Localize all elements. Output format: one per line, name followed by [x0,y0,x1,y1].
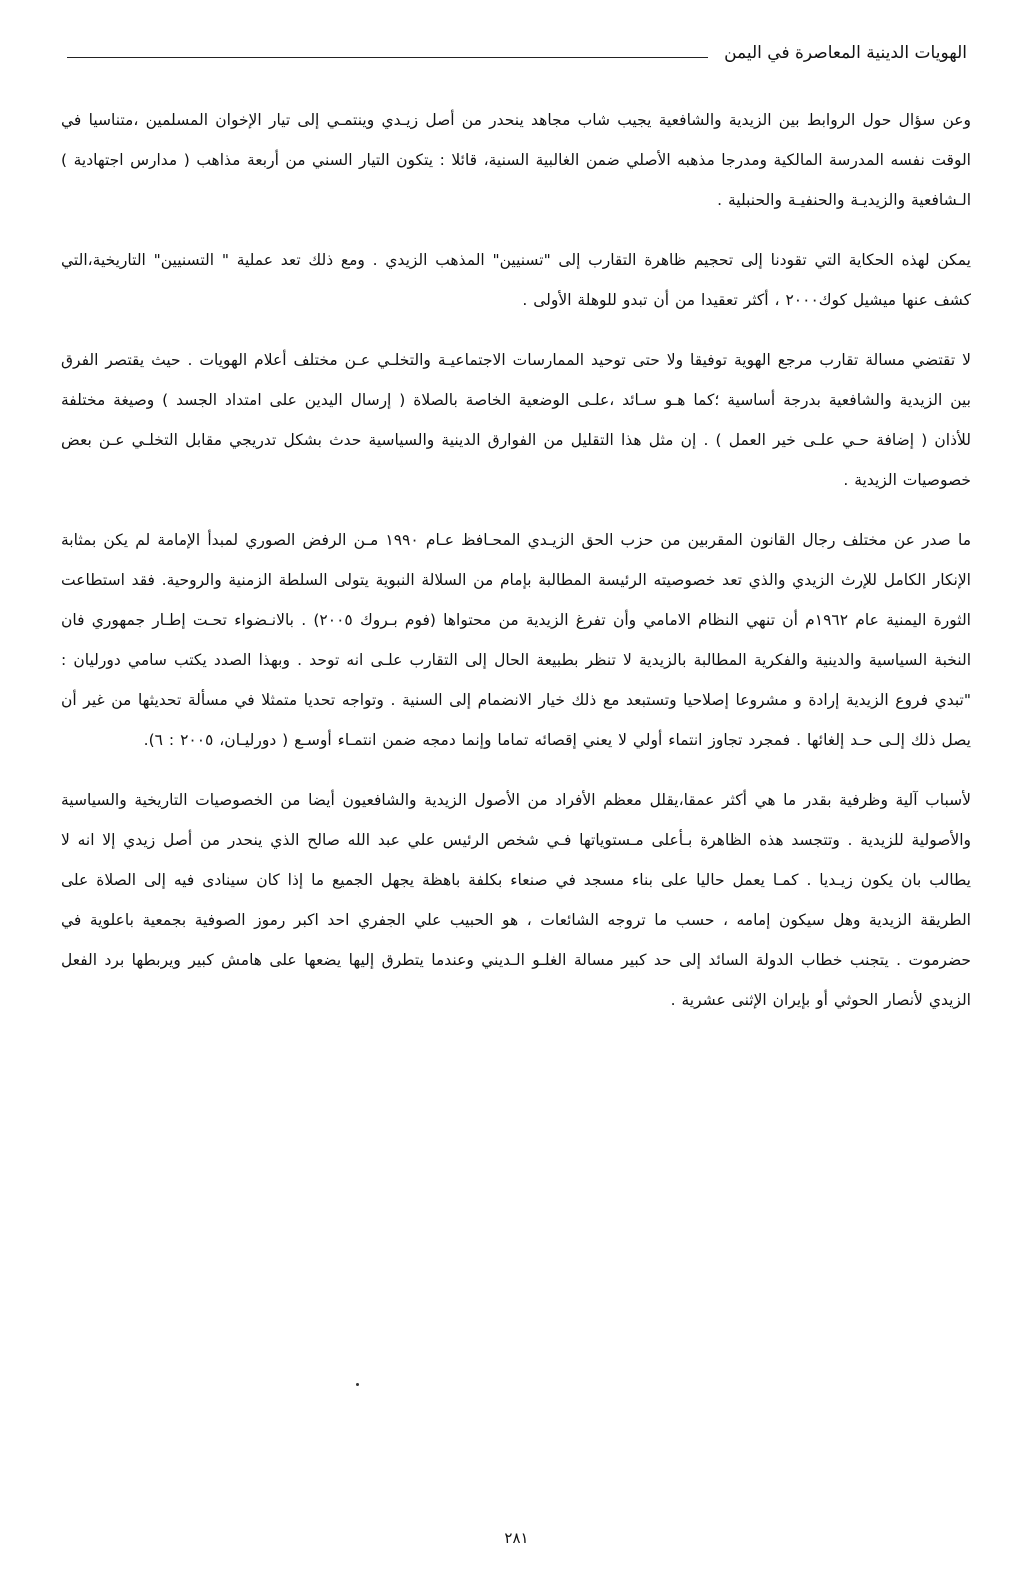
running-header [67,34,967,64]
paragraph-2: يمكن لهذه الحكاية التي تقودنا إلى تحجيم ظاهرة التقارب إلى "تسنيين" المذهب الزيدي . ومع ذلك تعد عملية " التسنيين" التاريخية،التي كشف عنها ميشيل كوك٢٠٠٠ ، أكثر تعقيدا من أن تبدو للوهلة الأولى . [61,251,971,309]
body-text [61,100,971,1040]
header-title: الهويات الدينية المعاصرة في اليمن [724,43,967,63]
page-number: ٢٨١ [504,1529,529,1547]
paragraph-3: لا تقتضي مسالة تقارب مرجع الهوية توفيقا ولا حتى توحيد الممارسات الاجتماعيـة والتخلـي عـن مختلف أعلام الهويات . حيث يقتصر الفرق بين الزيدية والشافعية بدرجة أساسية ؛كما هـو سـائد ،علـى الوضعية الخاصة بالصلاة ( إرسال اليدين على امتداد الجسد ) وصيغة مختلفة للأذان ( إضافة حـي علـى خير العمل ) . إن مثل هذا التقليل من الفوارق الدينية والسياسية حدث بشكل تدريجي مقابل التخلـي عـن بعض خصوصيات الزيدية . [61,351,971,489]
paragraph-5: لأسباب آلية وظرفية بقدر ما هي أكثر عمقا،يقلل معظم الأفراد من الأصول الزيدية والشافعيون أيضا من الخصوصيات التاريخية والسياسية والأصولية للزيدية . وتتجسد هذه الظاهرة بـأعلى مـستوياتها فـي شخص الرئيس علي عبد الله صالح الذي ينحدر من أصل زيدي إلا انه لا يطالب بان يكون زيـديا . كمـا يعمل حاليا على بناء مسجد في صنعاء بكلفة باهظة يجهل الجميع ما إذا كان سينادى فيه إلى الصلاة على الطريقة الزيدية وهل سيكون إمامه ، حسب ما تروجه الشائعات ، هو الحبيب علي الجفري احد اكبر رموز الصوفية بجمعية باعلوية في حضرموت . يتجنب خطاب الدولة السائد إلى حد كبير مسالة الغلـو الـديني وعندما يتطرق إليها يضعها على هامش كبير ويربطها برد الفعل الزيدي لأنصار الحوثي أو بإيران الإثنى عشرية . [61,791,971,1009]
stray-mark [356,1383,359,1386]
header-rule [67,57,708,58]
paragraph-1: وعن سؤال حول الروابط بين الزيدية والشافعية يجيب شاب مجاهد ينحدر من أصل زيـدي وينتمـي إلى تيار الإخوان المسلمين ،متناسيا في الوقت نفسه المدرسة المالكية ومدرجا مذهبه الأصلي ضمن الغالبية السنية، قائلا : يتكون التيار السني من أربعة مذاهب ( مدارس اجتهادية ) الـشافعية والزيديـة والحنفيـة والحنبلية . [61,111,971,209]
paragraph-4: ما صدر عن مختلف رجال القانون المقربين من حزب الحق الزيـدي المحـافظ عـام ١٩٩٠ مـن الرفض الصوري لمبدأ الإمامة لم يكن بمثابة الإنكار الكامل للإرث الزيدي والذي تعد خصوصيته الرئيسة المطالبة بإمام من السلالة النبوية يتولى السلطة الزمنية والروحية. فقد استطاعت الثورة اليمنية عام ١٩٦٢م أن تنهي النظام الامامي وأن تفرغ الزيدية من محتواها (فوم بـروك ٢٠٠٥) . بالانـضواء تحـت إطـار جمهوري فان النخبة السياسية والدينية والفكرية المطالبة بالزيدية لا تنظر بطبيعة الحال إلى التقارب علـى انه توحد . وبهذا الصدد يكتب سامي دورليان : "تبدي فروع الزيدية إرادة و مشروعا إصلاحيا وتستبعد مع ذلك خيار الانضمام إلى السنية . وتواجه تحديا متمثلا في مسألة تحديثها من غير أن يصل ذلك إلـى حـد إلغائها . فمجرد تجاوز انتماء أولي لا يعني إقصائه تماما وإنما دمجه ضمن انتمـاء أوسـع ( دورليـان، ٢٠٠٥ : ٦). [61,531,971,749]
